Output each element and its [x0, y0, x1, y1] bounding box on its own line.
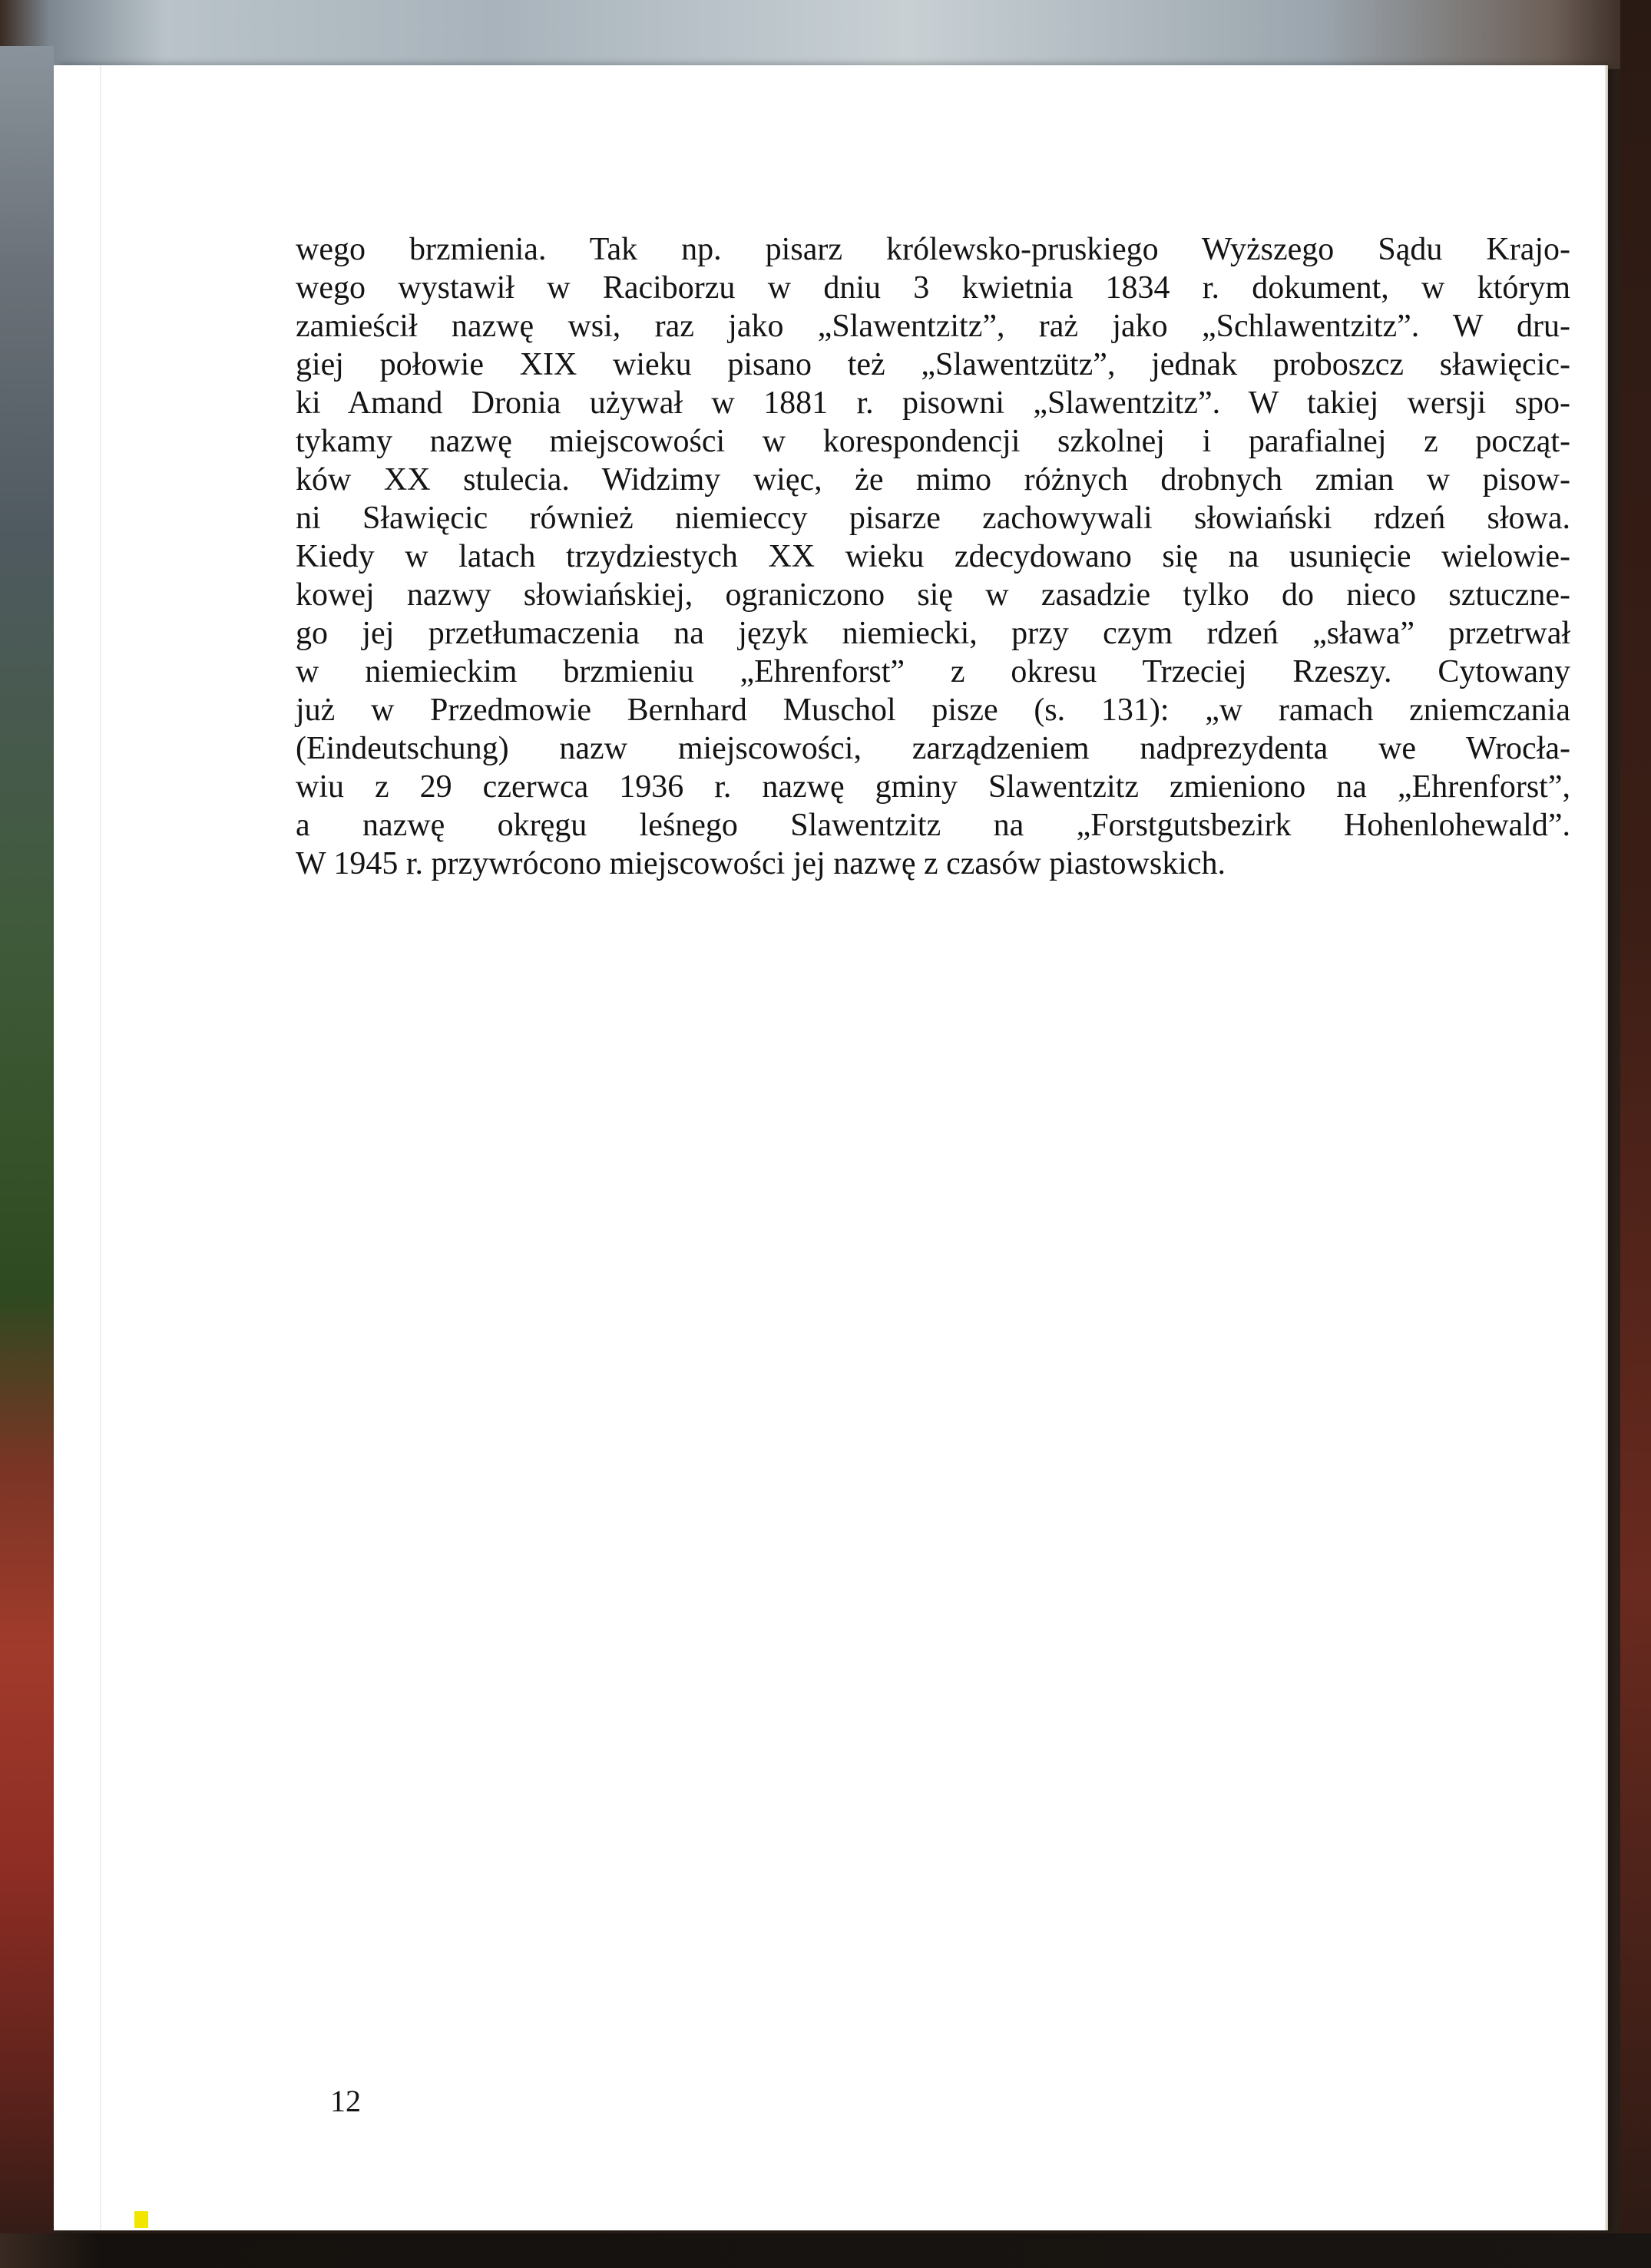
paragraph — [296, 230, 1570, 883]
text-line: wego wystawił w Raciborzu w dniu 3 kwietnia 1834 r. dokument, w którym — [296, 270, 1570, 306]
text-line: W 1945 r. przywrócono miejscowości jej nazwę z czasów piastowskich. — [296, 846, 1226, 881]
bookmark-tab — [134, 2211, 148, 2228]
text-line: już w Przedmowie Bernhard Muschol pisze (s. 131): „w ramach zniemczania — [296, 693, 1570, 728]
text-line: (Eindeutschung) nazw miejscowości, zarządzeniem nadprezydenta we Wrocła- — [296, 731, 1570, 766]
page-number: 12 — [330, 2084, 361, 2118]
text-line: ki Amand Dronia używał w 1881 r. pisowni „Slawentzitz”. W takiej wersji spo- — [296, 385, 1570, 421]
text-line: go jej przetłumaczenia na język niemiecki, przy czym rdzeń „sława” przetrwał — [296, 616, 1570, 651]
text-line: tykamy nazwę miejscowości w korespondencji szkolnej i parafialnej z począt- — [296, 424, 1570, 459]
text-line: w niemieckim brzmieniu „Ehrenforst” z okresu Trzeciej Rzeszy. Cytowany — [296, 654, 1570, 689]
text-line: giej połowie XIX wieku pisano też „Slawentzütz”, jednak proboszcz sławięcic- — [296, 347, 1570, 382]
page-gutter-line — [100, 65, 101, 2230]
text-line: ków XX stulecia. Widzimy więc, że mimo różnych drobnych zmian w pisow- — [296, 462, 1570, 498]
book-cover-right-edge — [1620, 0, 1651, 2268]
text-line: kowej nazwy słowiańskiej, ograniczono się w zasadzie tylko do nieco sztuczne- — [296, 577, 1570, 613]
text-line: ni Sławięcic również niemieccy pisarze zachowywali słowiański rdzeń słowa. — [296, 501, 1570, 536]
text-line: wiu z 29 czerwca 1936 r. nazwę gminy Slawentzitz zmieniono na „Ehrenforst”, — [296, 769, 1570, 805]
book-page — [54, 65, 1605, 2230]
text-line: wego brzmienia. Tak np. pisarz królewsko-pruskiego Wyższego Sądu Krajo- — [296, 232, 1570, 267]
book-cover-top-edge — [0, 0, 1651, 69]
book-cover-left-edge — [0, 46, 54, 2268]
text-line: a nazwę okręgu leśnego Slawentzitz na „Forstgutsbezirk Hohenlohewald”. — [296, 808, 1570, 843]
text-line: zamieścił nazwę wsi, raz jako „Slawentzitz”, raż jako „Schlawentzitz”. W dru- — [296, 309, 1570, 344]
book-cover-bottom-edge — [0, 2233, 1651, 2268]
text-line: Kiedy w latach trzydziestych XX wieku zdecydowano się na usunięcie wielowie- — [296, 539, 1570, 574]
